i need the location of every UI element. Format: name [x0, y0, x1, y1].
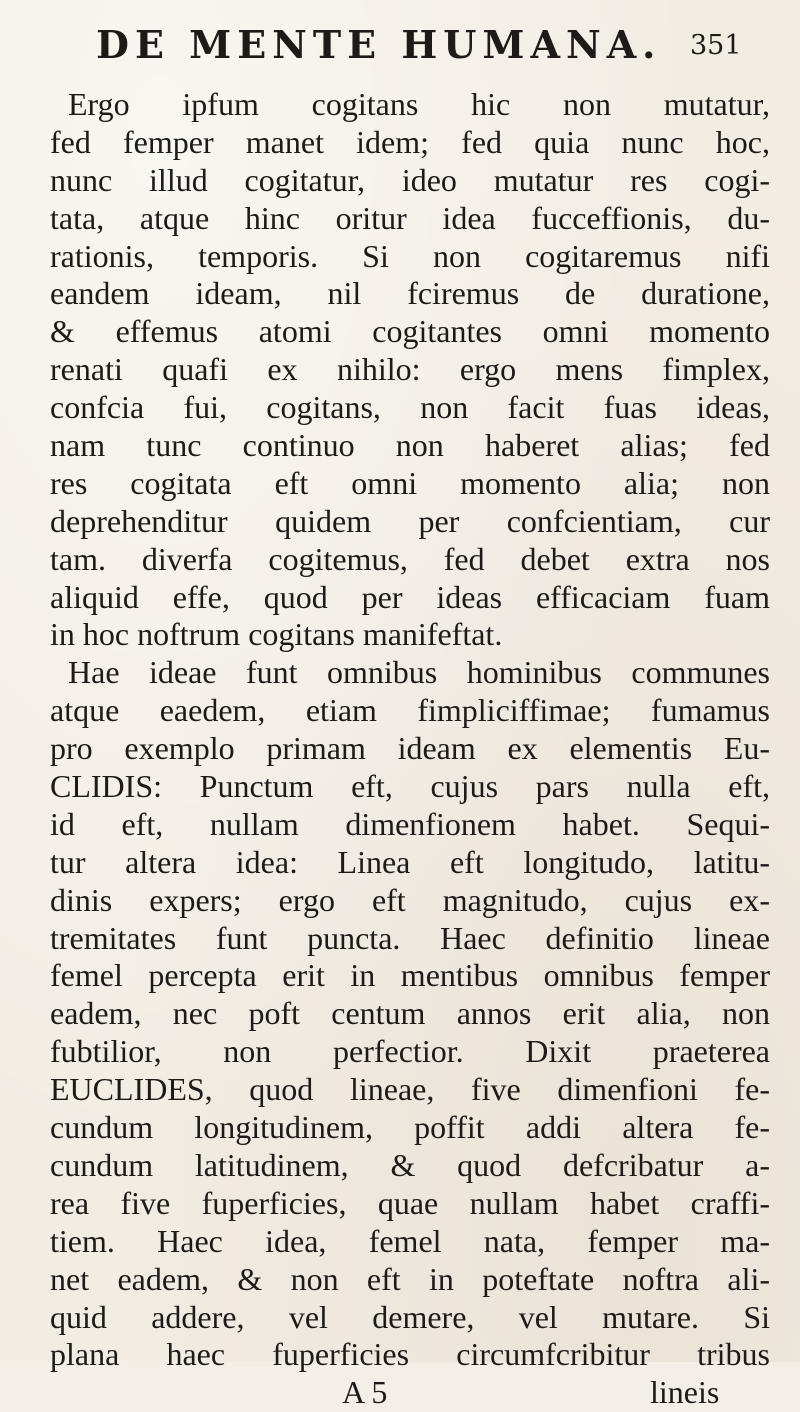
text-line: rationis, temporis. Si non cogitaremus nifi: [50, 237, 770, 274]
text-line: fubtilior, non perfectior. Dixit praeterea: [50, 1033, 770, 1070]
text-line: tiem. Haec idea, femel nata, femper ma-: [50, 1222, 770, 1259]
text-line: net eadem, & non eft in poteftate noftra ali-: [50, 1260, 770, 1297]
text-line: dinis expers; ergo eft magnitudo, cujus ex-: [50, 881, 770, 918]
catchword: lineis: [650, 1374, 720, 1411]
text-line: cundum longitudinem, poffit addi altera fe-: [50, 1109, 770, 1146]
running-title: DE MENTE HUMANA.: [96, 22, 662, 67]
text-line: CLIDIS: Punctum eft, cujus pars nulla eft,: [50, 768, 770, 805]
text-line: nam tunc continuo non haberet alias; fed: [50, 427, 770, 464]
signature-mark: A 5: [342, 1374, 388, 1411]
text-line: quid addere, vel demere, vel mutare. Si: [50, 1298, 770, 1335]
text-line: cundum latitudinem, & quod defcribatur a-: [50, 1146, 770, 1183]
page-footer: [50, 1374, 770, 1412]
text-line: pro exemplo primam ideam ex elementis Eu-: [50, 730, 770, 767]
text-line: eandem ideam, nil fciremus de duratione,: [50, 275, 770, 312]
text-line: EUCLIDES, quod lineae, five dimenfioni fe-: [50, 1071, 770, 1108]
text-line: renati quafi ex nihilo: ergo mens fimplex,: [50, 351, 770, 388]
text-line: tremitates funt puncta. Haec definitio lineae: [50, 919, 770, 956]
text-line: deprehenditur quidem per confcientiam, cur: [50, 502, 770, 539]
body-text: [50, 86, 770, 1412]
text-line: rea five fuperficies, quae nullam habet craffi-: [50, 1184, 770, 1221]
text-line: Ergo ipfum cogitans hic non mutatur,: [68, 86, 770, 122]
text-line: plana haec fuperficies circumfcribitur tribus: [50, 1336, 770, 1373]
text-line: in hoc noftrum cogitans manifeftat.: [50, 616, 503, 653]
text-line: femel percepta erit in mentibus omnibus femper: [50, 957, 770, 994]
running-head: [0, 22, 800, 76]
text-line: tur altera idea: Linea eft longitudo, latitu-: [50, 843, 770, 880]
text-line: Hae ideae funt omnibus hominibus communes: [68, 654, 770, 691]
text-line: tam. diverfa cogitemus, fed debet extra nos: [50, 540, 770, 577]
text-line: tata, atque hinc oritur idea fucceffionis, du-: [50, 199, 770, 236]
text-line: & effemus atomi cogitantes omni momento: [50, 313, 770, 350]
text-line: eadem, nec poft centum annos erit alia, non: [50, 995, 770, 1032]
text-line: fed femper manet idem; fed quia nunc hoc,: [50, 123, 770, 160]
text-line: nunc illud cogitatur, ideo mutatur res cogi-: [50, 161, 770, 198]
text-line: aliquid effe, quod per ideas efficaciam fuam: [50, 578, 770, 615]
page-number: 351: [690, 30, 742, 61]
text-line: confcia fui, cogitans, non facit fuas ideas,: [50, 389, 770, 426]
text-line: atque eaedem, etiam fimpliciffimae; fumamus: [50, 692, 770, 729]
text-line: res cogitata eft omni momento alia; non: [50, 464, 770, 501]
text-line: id eft, nullam dimenfionem habet. Sequi-: [50, 805, 770, 842]
